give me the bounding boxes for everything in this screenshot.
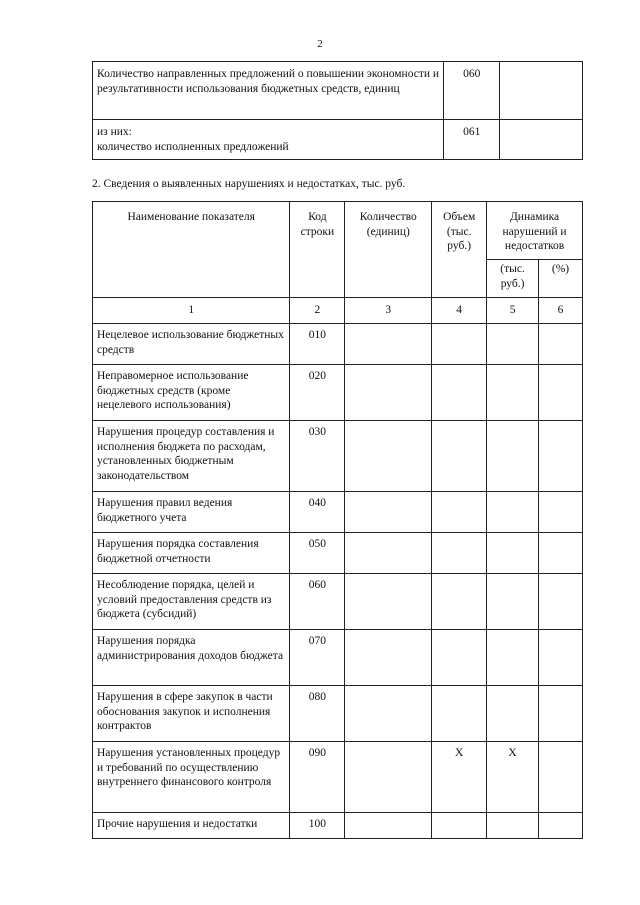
row-name: Неправомерное использование бюджетных средств (кроме нецелевого использования)	[93, 365, 290, 421]
dyn-abs-cell	[487, 365, 539, 421]
count-cell	[345, 574, 432, 630]
count-cell	[345, 686, 432, 742]
dyn-abs-cell	[487, 533, 539, 574]
table-row	[93, 421, 583, 492]
volume-cell: X	[432, 742, 487, 813]
dyn-abs-cell	[487, 421, 539, 492]
volume-cell	[432, 630, 487, 686]
count-cell	[345, 813, 432, 839]
dyn-pct-cell	[539, 365, 583, 421]
table-row	[93, 574, 583, 630]
value-cell	[500, 62, 583, 120]
col-num-3: 3	[345, 298, 432, 324]
dyn-pct-cell	[539, 421, 583, 492]
volume-cell	[432, 421, 487, 492]
row-code: 060	[444, 62, 500, 120]
dyn-pct-cell	[539, 630, 583, 686]
row-name: Несоблюдение порядка, целей и условий предоставления средств из бюджета (субсидий)	[93, 574, 290, 630]
row-name: Количество направленных предложений о повышении экономности и результативности использования бюджетных средств, единиц	[93, 62, 444, 120]
row-name: Нарушения порядка администрирования доходов бюджета	[93, 630, 290, 686]
row-name: Нарушения порядка составления бюджетной отчетности	[93, 533, 290, 574]
count-cell	[345, 630, 432, 686]
row-code: 020	[290, 365, 345, 421]
dyn-pct-cell	[539, 324, 583, 365]
count-cell	[345, 421, 432, 492]
row-name: Нарушения процедур составления и исполнения бюджета по расходам, установленных бюджетным законодательством	[93, 421, 290, 492]
table-row	[93, 62, 583, 120]
row-code: 061	[444, 120, 500, 160]
row-code: 070	[290, 630, 345, 686]
table-row	[93, 686, 583, 742]
count-cell	[345, 742, 432, 813]
header-code: Код строки	[290, 202, 345, 298]
volume-cell	[432, 492, 487, 533]
page-number: 2	[317, 38, 323, 50]
volume-cell	[432, 574, 487, 630]
col-num-5: 5	[487, 298, 539, 324]
header-row	[93, 202, 583, 260]
proposals-table	[92, 61, 583, 160]
row-code: 040	[290, 492, 345, 533]
count-cell	[345, 492, 432, 533]
dyn-pct-cell	[539, 492, 583, 533]
volume-cell	[432, 813, 487, 839]
header-name: Наименование показателя	[93, 202, 290, 298]
volume-cell	[432, 324, 487, 365]
dyn-abs-cell	[487, 324, 539, 365]
count-cell	[345, 324, 432, 365]
header-dyn-abs: (тыс. руб.)	[487, 260, 539, 298]
column-number-row	[93, 298, 583, 324]
table-row	[93, 630, 583, 686]
row-code: 100	[290, 813, 345, 839]
dyn-pct-cell	[539, 533, 583, 574]
violations-table	[92, 201, 583, 839]
header-volume: Объем (тыс. руб.)	[432, 202, 487, 298]
value-cell	[500, 120, 583, 160]
dyn-abs-cell	[487, 686, 539, 742]
header-dyn-pct: (%)	[539, 260, 583, 298]
count-cell	[345, 365, 432, 421]
volume-cell	[432, 365, 487, 421]
dyn-abs-cell	[487, 813, 539, 839]
table-row	[93, 813, 583, 839]
row-code: 010	[290, 324, 345, 365]
header-dynamics: Динамика нарушений и недостатков	[487, 202, 583, 260]
row-name: Нарушения правил ведения бюджетного учета	[93, 492, 290, 533]
col-num-1: 1	[93, 298, 290, 324]
dyn-pct-cell	[539, 686, 583, 742]
row-name: из них: количество исполненных предложений	[93, 120, 444, 160]
dyn-abs-cell	[487, 574, 539, 630]
row-name: Прочие нарушения и недостатки	[93, 813, 290, 839]
dyn-abs-cell: X	[487, 742, 539, 813]
table-row	[93, 324, 583, 365]
col-num-2: 2	[290, 298, 345, 324]
table-row	[93, 533, 583, 574]
dyn-pct-cell	[539, 574, 583, 630]
row-code: 030	[290, 421, 345, 492]
row-code: 060	[290, 574, 345, 630]
header-count: Количество (единиц)	[345, 202, 432, 298]
row-code: 090	[290, 742, 345, 813]
volume-cell	[432, 533, 487, 574]
row-code: 050	[290, 533, 345, 574]
dyn-pct-cell	[539, 813, 583, 839]
col-num-4: 4	[432, 298, 487, 324]
dyn-abs-cell	[487, 630, 539, 686]
row-name: Нарушения установленных процедур и требований по осуществлению внутреннего финансового контроля	[93, 742, 290, 813]
table-row	[93, 492, 583, 533]
row-code: 080	[290, 686, 345, 742]
table-row	[93, 742, 583, 813]
dyn-abs-cell	[487, 492, 539, 533]
section-heading: 2. Сведения о выявленных нарушениях и недостатках, тыс. руб.	[92, 178, 406, 190]
dyn-pct-cell	[539, 742, 583, 813]
table-row	[93, 365, 583, 421]
row-name: Нецелевое использование бюджетных средств	[93, 324, 290, 365]
row-name: Нарушения в сфере закупок в части обоснования закупок и исполнения контрактов	[93, 686, 290, 742]
table-row	[93, 120, 583, 160]
col-num-6: 6	[539, 298, 583, 324]
volume-cell	[432, 686, 487, 742]
count-cell	[345, 533, 432, 574]
